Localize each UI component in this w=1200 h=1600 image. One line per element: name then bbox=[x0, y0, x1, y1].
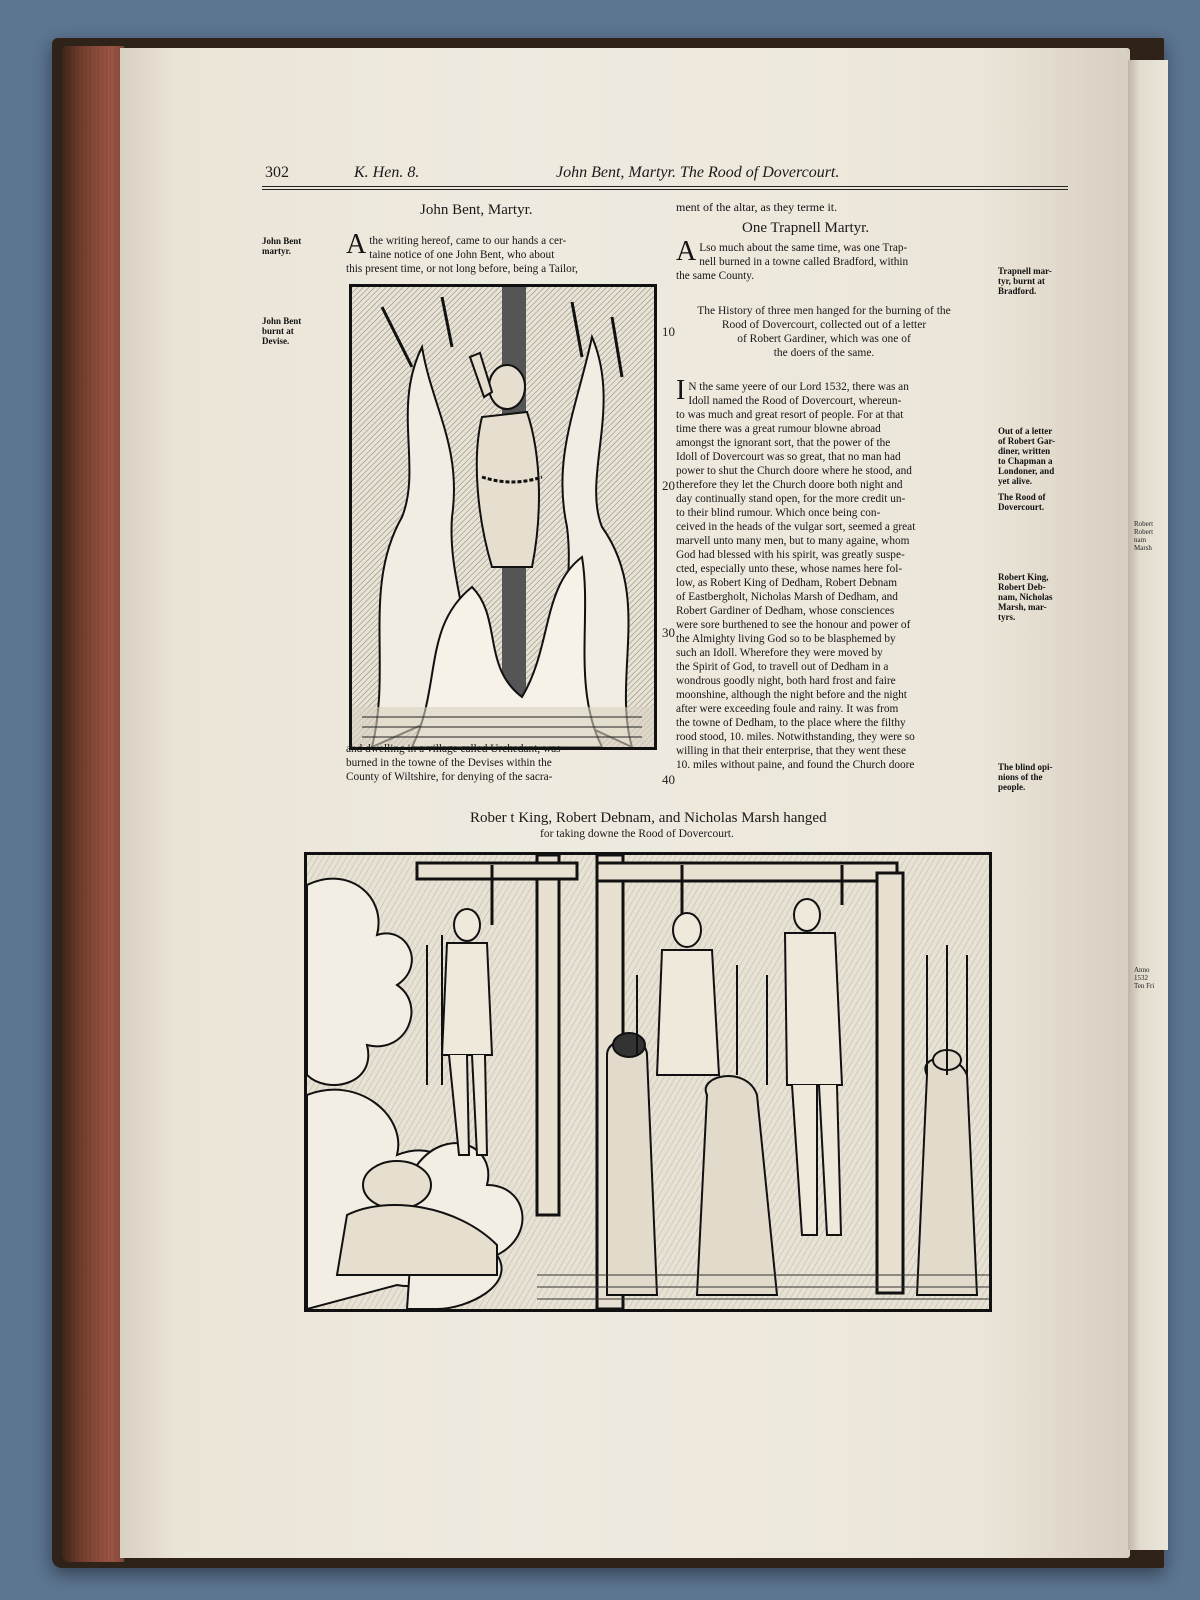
woodcut-caption-line2: for taking downe the Rood of Dovercourt. bbox=[540, 828, 734, 840]
page-number: 302 bbox=[265, 164, 289, 181]
section-title-trapnell: One Trapnell Martyr. bbox=[742, 220, 870, 236]
dropcap: A bbox=[346, 229, 367, 260]
section-title-john-bent: John Bent, Martyr. bbox=[420, 202, 533, 218]
line-number-10: 10 bbox=[662, 324, 675, 339]
line-number-40: 40 bbox=[662, 772, 675, 787]
margin-note-blind-opinions: The blind opi- nions of the people. bbox=[998, 762, 1053, 792]
trapnell-body: A Lso much about the same time, was one Trap- nell burned in a towne called Bradford, within the same County. bbox=[676, 236, 909, 282]
history-body: I N the same yeere of our Lord 1532, there was an Idoll named the Rood of Dovercourt, whereun- to was much and great resort of people. For at that time there was a great rumour blowne abroad amongst the ignorant sort, that the power of the Idoll of Dovercourt was so great, that no man had power to shut the Church doore where he stood, and therefore they let the Church doore both night and day continually stand open, for the more credit un- to their blind rumour. Which once being con- ceived in the heads of the vulgar sort, seemed a great marvell unto many men, but to many againe, whom God had blessed with his spirit, was greatly suspe- cted, especially unto these, whose names here fol- low, as Robert King of Dedham, Robert Debnam of Eastbergholt, Nicholas Marsh of Dedham, and Robert Gardiner of Dedham, whose consciences were sore burthened to see the honour and power of the Almighty living God so to be blasphemed by such an Idoll. Wherefore they were moved by the Spirit of God, to travell out of Dedham in a wondrous goodly night, both hard frost and faire moonshine, although the night before and the night after were exceeding foule and rainy. It was from the towne of Dedham, to the place where the filthy rood stood, 10. miles. Notwithstanding, they were so willing in that their enterprise, that they went these 10. miles without paine, and found the Church doore bbox=[676, 375, 916, 771]
woodcut-john-bent-burning bbox=[349, 284, 657, 750]
page-edges bbox=[62, 46, 124, 1562]
line-number-20: 20 bbox=[662, 478, 675, 493]
woodcut-hanging-scene bbox=[304, 852, 992, 1312]
next-page-edge bbox=[1128, 60, 1168, 1550]
running-title: John Bent, Martyr. The Rood of Dovercourt. bbox=[556, 164, 840, 181]
john-bent-intro: A the writing hereof, came to our hands a cer- taine notice of one John Bent, who about this present time, or not long before, being a Tailor, bbox=[346, 229, 578, 275]
john-bent-body: and dwelling in a village called Urchedant, was burned in the towne of the Devises within the County of Wiltshire, for denying of the sacra- bbox=[346, 743, 561, 783]
header-rule-2 bbox=[262, 189, 1068, 190]
next-page-note-1: Anno 1532 Ten Fri bbox=[1134, 966, 1155, 990]
margin-note-martyrs: Robert King, Robert Deb- nam, Nicholas Marsh, mar- tyrs. bbox=[998, 572, 1053, 622]
running-reign: K. Hen. 8. bbox=[354, 164, 420, 181]
line-number-30: 30 bbox=[662, 625, 675, 640]
margin-note-rood: The Rood of Dovercourt. bbox=[998, 492, 1046, 512]
header-rule bbox=[262, 186, 1068, 187]
margin-note-trapnell: Trapnell mar- tyr, burnt at Bradford. bbox=[998, 266, 1052, 296]
woodcut-caption: Rober t King, Robert Debnam, and Nicholas Marsh hanged bbox=[470, 810, 827, 826]
margin-note-john-bent: John Bent martyr. bbox=[262, 236, 302, 256]
next-page-note-2: Robert Robert nam Marsh bbox=[1134, 520, 1154, 552]
margin-note-letter: Out of a letter of Robert Gar- diner, written to Chapman a Londoner, and yet alive. bbox=[998, 426, 1056, 486]
sacrament-continuation: ment of the altar, as they terme it. bbox=[676, 200, 838, 214]
margin-note-burnt-devise: John Bent burnt at Devise. bbox=[262, 316, 302, 346]
history-title: The History of three men hanged for the burning of the Rood of Dovercourt, collected out of a letter of Robert Gardiner, which was one of the doers of the same. bbox=[697, 305, 951, 359]
